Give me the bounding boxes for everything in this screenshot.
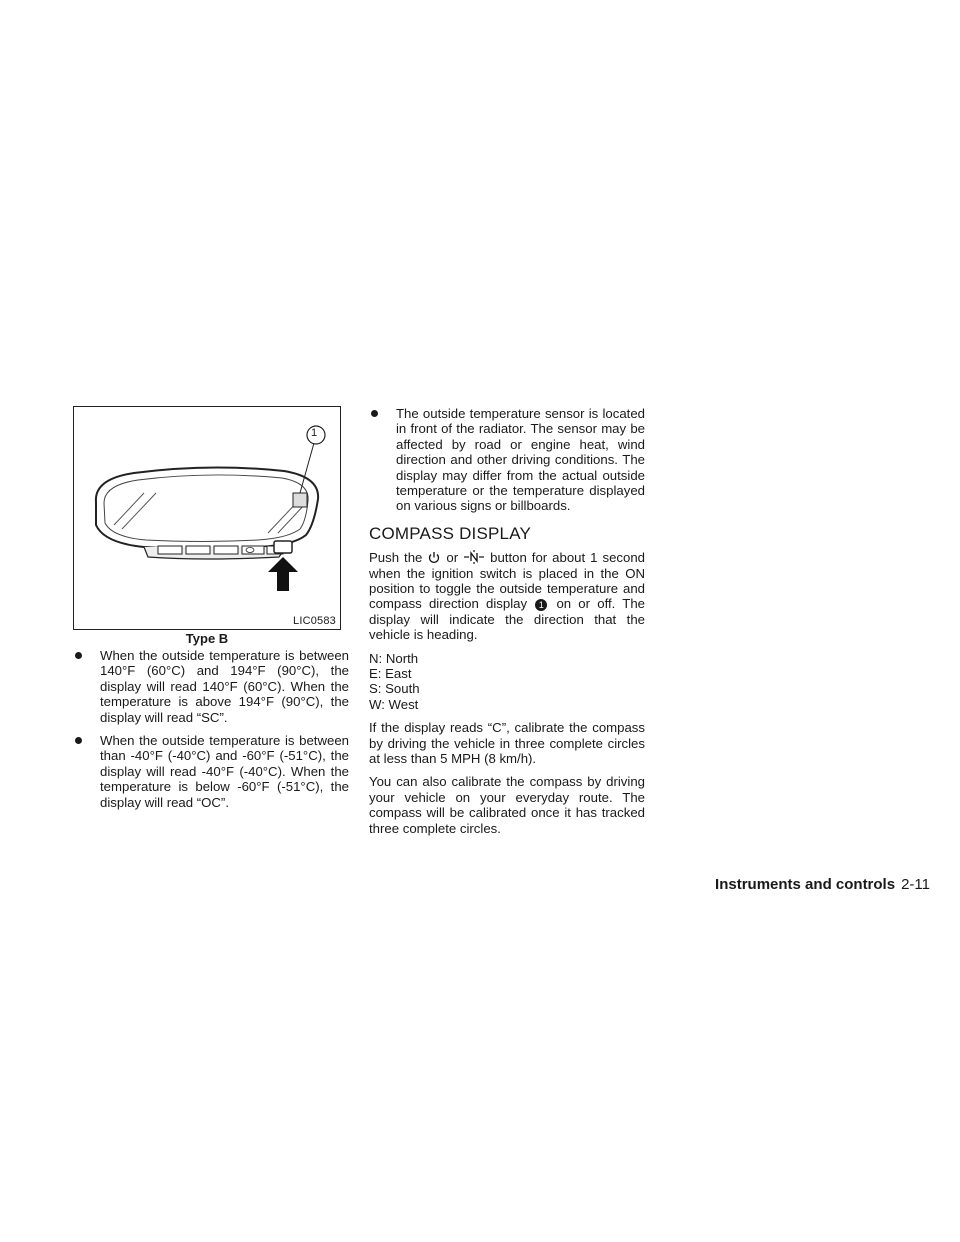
bullet-item (73, 648, 349, 725)
section-heading: COMPASS DISPLAY (369, 523, 532, 543)
left-column (73, 648, 349, 818)
list-item: S: South (369, 681, 420, 697)
text-or: or (446, 550, 459, 566)
page-number: 2-11 (901, 876, 930, 893)
figure-caption: Type B (185, 631, 229, 646)
section-title: Instruments and controls (715, 876, 896, 893)
list-item: E: East (369, 666, 412, 682)
callout-label: 1 (311, 427, 318, 439)
direction-list (369, 651, 645, 713)
bullet-icon (75, 652, 82, 659)
bullet-text: The outside temperature sensor is located in front of the radiator. The sensor may be affected by road or engine heat, wind direction and other driving conditions. The display may differ from the actual outside temperature or the temperature displayed on various signs or billboards. (396, 406, 645, 514)
text-sentence-end: on or off. The display will indicate the direction that the vehicle is heading. (369, 596, 645, 643)
bullet-item (73, 733, 349, 810)
text-sentence: button for about 1 second when the ignition switch is placed in the ON position to toggle the outside temperature and compass direction display (369, 550, 646, 612)
power-button-icon (427, 551, 441, 564)
compass-button-icon (463, 550, 485, 564)
calibration-paragraph-2: You can also calibrate the compass by driving your vehicle on your everyday route. The compass will be calibrated once it has tracked three complete circles. (369, 774, 645, 836)
bullet-item (369, 406, 645, 514)
rearview-mirror-drawing (74, 407, 340, 629)
bullet-text: When the outside temperature is between 140°F (60°C) and 194°F (90°C), the display will read 140°F (60°C). When the temperature is above 194°F (90°C), the display will read “SC”. (100, 648, 349, 725)
text-push-the: Push the (369, 550, 423, 566)
list-item: W: West (369, 696, 419, 712)
page-footer (640, 876, 930, 893)
bullet-icon (75, 737, 82, 744)
bullet-icon (371, 410, 378, 417)
figure-code: LIC0583 (293, 615, 336, 627)
right-column (369, 406, 645, 844)
compass-instructions (369, 550, 645, 642)
callout-number: 1 (535, 599, 547, 611)
calibration-paragraph: If the display reads “C”, calibrate the compass by driving the vehicle in three complete circles at less than 5 MPH (8 km/h). (369, 720, 645, 767)
list-item: N: North (369, 650, 419, 666)
mirror-illustration (73, 406, 341, 630)
bullet-text: When the outside temperature is between than -40°F (-40°C) and -60°F (-51°C), the display will read -40°F (-40°C). When the temperature is below -60°F (-51°C), the display will read “OC”. (100, 733, 349, 810)
